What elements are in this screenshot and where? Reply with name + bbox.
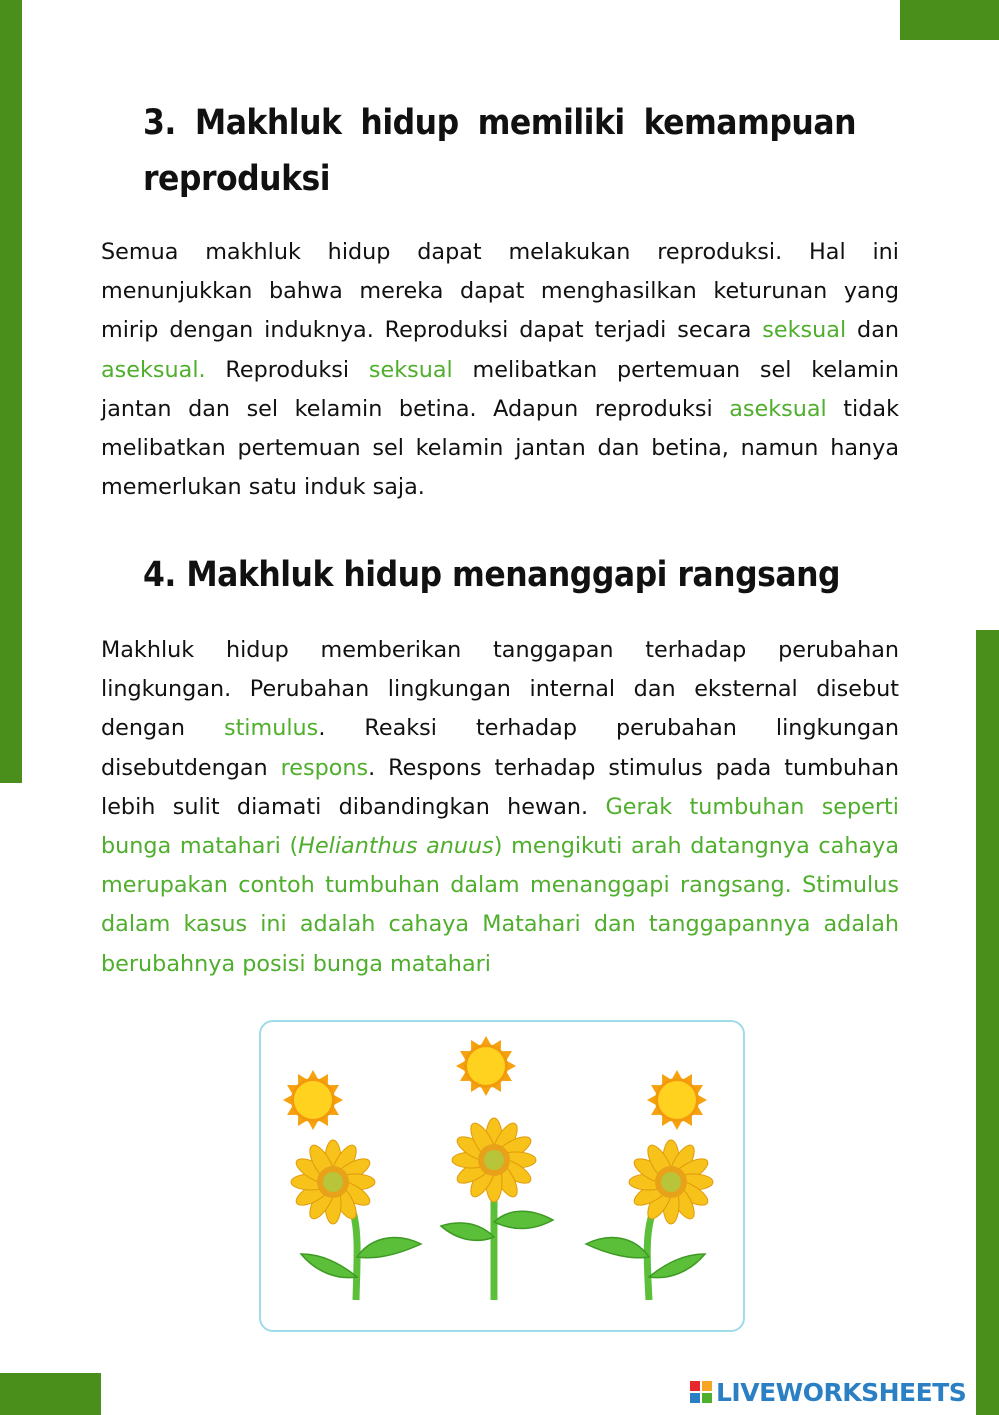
highlighted-term: Gerak tumbuhan seperti bunga matahari ( [101, 793, 899, 860]
highlighted-term: seksual [762, 317, 847, 344]
text-run: Semua makhluk hidup dapat melakukan reproduksi. Hal ini menunjukkan bahwa mereka dapat menghasilkan keturunan yang mirip dengan induknya. Reproduksi dapat terjadi secara [101, 239, 899, 344]
text-run: Makhluk hidup memberikan tanggapan terhadap perubahan lingkungan. Perubahan lingkungan internal dan eksternal disebut dengan [101, 637, 899, 742]
highlighted-term: stimulus [223, 715, 319, 742]
highlighted-term: respons [280, 754, 369, 781]
highlighted-term: aseksual. [101, 356, 206, 383]
liveworksheets-logo [690, 1376, 966, 1408]
text-run: dan [846, 317, 899, 344]
liveworksheets-logo-icon [690, 1381, 712, 1403]
section-3-paragraph [101, 233, 899, 507]
decorative-bar-left [0, 0, 22, 783]
highlighted-term: aseksual [729, 395, 827, 422]
text-run: melibatkan pertemuan sel kelamin jantan dan sel kelamin betina. Adapun reproduksi [101, 356, 899, 422]
sunflower-icon [441, 1118, 553, 1300]
logo-square [702, 1393, 712, 1403]
sun-icon [456, 1036, 516, 1096]
liveworksheets-wordmark: LIVEWORKSHEETS [716, 1377, 967, 1407]
section-4-heading: 4. Makhluk hidup menanggapi rangsang [143, 555, 841, 595]
highlighted-term: seksual [368, 356, 453, 383]
highlighted-term: Helianthus anuus [298, 833, 494, 860]
section-4-paragraph [101, 631, 899, 984]
logo-square [690, 1381, 700, 1391]
text-run: . Reaksi terhadap perubahan lingkungan disebutdengan [101, 715, 899, 781]
sun-icon [647, 1070, 707, 1130]
text-run: . Respons terhadap stimulus pada tumbuhan lebih sulit diamati dibandingkan hewan. [101, 754, 900, 820]
section-3-heading: 3. Makhluk hidup memiliki kemampuan reproduksi [143, 103, 856, 199]
sunflower-icon [291, 1140, 421, 1300]
logo-square [702, 1381, 712, 1391]
sun-icon [283, 1070, 343, 1130]
decorative-bar-top-right [900, 0, 999, 40]
text-run: tidak melibatkan pertemuan sel kelamin jantan dan betina, namun hanya memerlukan satu induk saja. [101, 395, 899, 501]
sunflower-icon [586, 1140, 713, 1300]
decorative-bar-bottom-left [0, 1373, 101, 1415]
sunflower-illustration [261, 1022, 743, 1330]
logo-square [690, 1393, 700, 1403]
highlighted-term: ) mengikuti arah datangnya cahaya merupakan contoh tumbuhan dalam menanggapi rangsang. Stimulus dalam kasus ini adalah cahaya Matahari dan tanggapannya adalah berubahnya posisi bunga matahari [101, 833, 899, 977]
decorative-bar-right [976, 630, 999, 1415]
text-run: Reproduksi [205, 356, 369, 383]
sunflower-phototropism-figure [259, 1020, 745, 1332]
